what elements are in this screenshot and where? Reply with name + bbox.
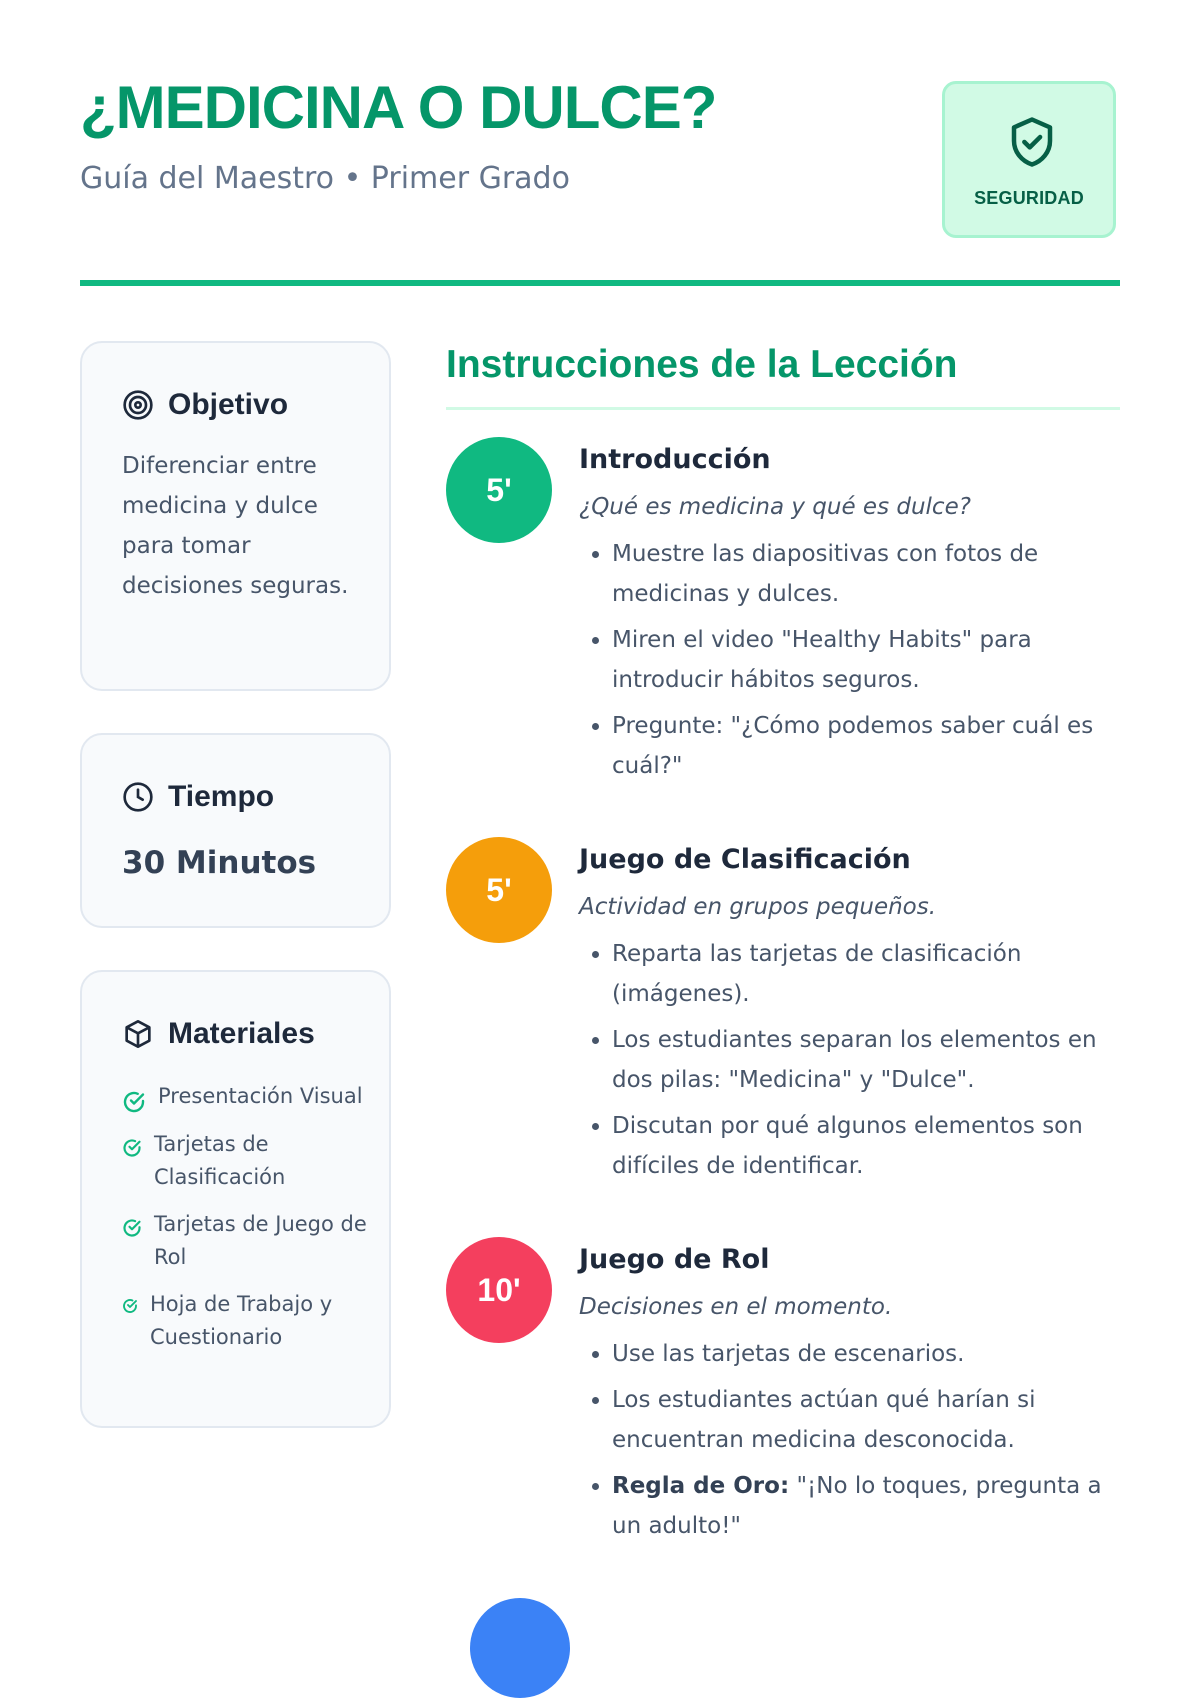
step-body (579, 443, 1119, 792)
step-body (579, 1243, 1119, 1552)
page-title: ¿MEDICINA O DULCE? (80, 74, 717, 141)
step-time-badge: 5' (446, 437, 552, 543)
objective-title: Objetivo (168, 388, 289, 421)
objective-card (80, 341, 391, 691)
step-subtitle: Decisiones en el momento. (579, 1294, 893, 1320)
materials-list (122, 1080, 372, 1368)
list-item: • Los estudiantes actúan qué harían si encuentran medicina desconocida. (612, 1380, 1119, 1460)
material-label: Hoja de Trabajo y Cuestionario (150, 1292, 333, 1349)
step-time-badge: 5' (446, 837, 552, 943)
time-title: Tiempo (168, 780, 275, 813)
step-body (579, 843, 1119, 1192)
check-circle-icon (122, 1090, 146, 1114)
section-divider (446, 407, 1120, 410)
time-value: 30 Minutos (122, 845, 317, 881)
golden-rule-text: "¡No lo toques, pregunta a un adulto!" (612, 1473, 1102, 1539)
list-item: • Use las tarjetas de escenarios. (612, 1334, 1119, 1374)
step-title: Introducción (579, 444, 771, 475)
safety-badge (942, 81, 1116, 238)
material-label: Tarjetas de Juego de Rol (154, 1212, 367, 1269)
time-header (122, 780, 274, 814)
list-item (122, 1288, 372, 1354)
objective-text: Diferenciar entre medicina y dulce para tomar decisiones seguras. (122, 453, 349, 599)
next-step-badge (470, 1598, 570, 1698)
step-bullets (579, 534, 1119, 786)
list-item: • Muestre las diapositivas con fotos de medicinas y dulces. (612, 534, 1119, 614)
step-bullets (579, 934, 1119, 1186)
list-item: • Pregunte: "¿Cómo podemos saber cuál es cuál?" (612, 706, 1119, 786)
section-title: Instrucciones de la Lección (446, 343, 958, 386)
target-icon (122, 389, 154, 421)
list-item: • Discutan por qué algunos elementos son difíciles de identificar. (612, 1106, 1119, 1186)
step-subtitle: Actividad en grupos pequeños. (579, 894, 937, 920)
materials-title: Materiales (168, 1017, 315, 1050)
header-divider (80, 280, 1120, 286)
step-subtitle: ¿Qué es medicina y qué es dulce? (579, 494, 971, 520)
clock-icon (122, 781, 154, 813)
step-bullets (579, 1334, 1119, 1546)
check-circle-icon (122, 1298, 138, 1314)
list-item (122, 1080, 372, 1114)
objective-header (122, 388, 288, 422)
material-label: Presentación Visual (158, 1084, 363, 1108)
list-item: • Miren el video "Healthy Habits" para introducir hábitos seguros. (612, 620, 1119, 700)
step-time-badge: 10' (446, 1237, 552, 1343)
check-circle-icon (122, 1218, 142, 1238)
box-icon (122, 1018, 154, 1050)
page-subtitle: Guía del Maestro • Primer Grado (80, 161, 570, 196)
material-label: Tarjetas de Clasificación (154, 1132, 286, 1189)
materials-card (80, 970, 391, 1428)
safety-badge-label: SEGURIDAD (974, 188, 1084, 208)
list-item: • Reparta las tarjetas de clasificación (imágenes). (612, 934, 1119, 1014)
list-item (122, 1128, 372, 1194)
list-item: • Los estudiantes separan los elementos en dos pilas: "Medicina" y "Dulce". (612, 1020, 1119, 1100)
step-title: Juego de Clasificación (579, 844, 911, 875)
time-card (80, 733, 391, 928)
golden-rule-label: Regla de Oro: (612, 1473, 790, 1499)
materials-header (122, 1017, 315, 1051)
shield-check-icon (1005, 111, 1059, 173)
check-circle-icon (122, 1138, 142, 1158)
list-item (612, 1466, 1119, 1546)
step-title: Juego de Rol (579, 1244, 770, 1275)
list-item (122, 1208, 372, 1274)
